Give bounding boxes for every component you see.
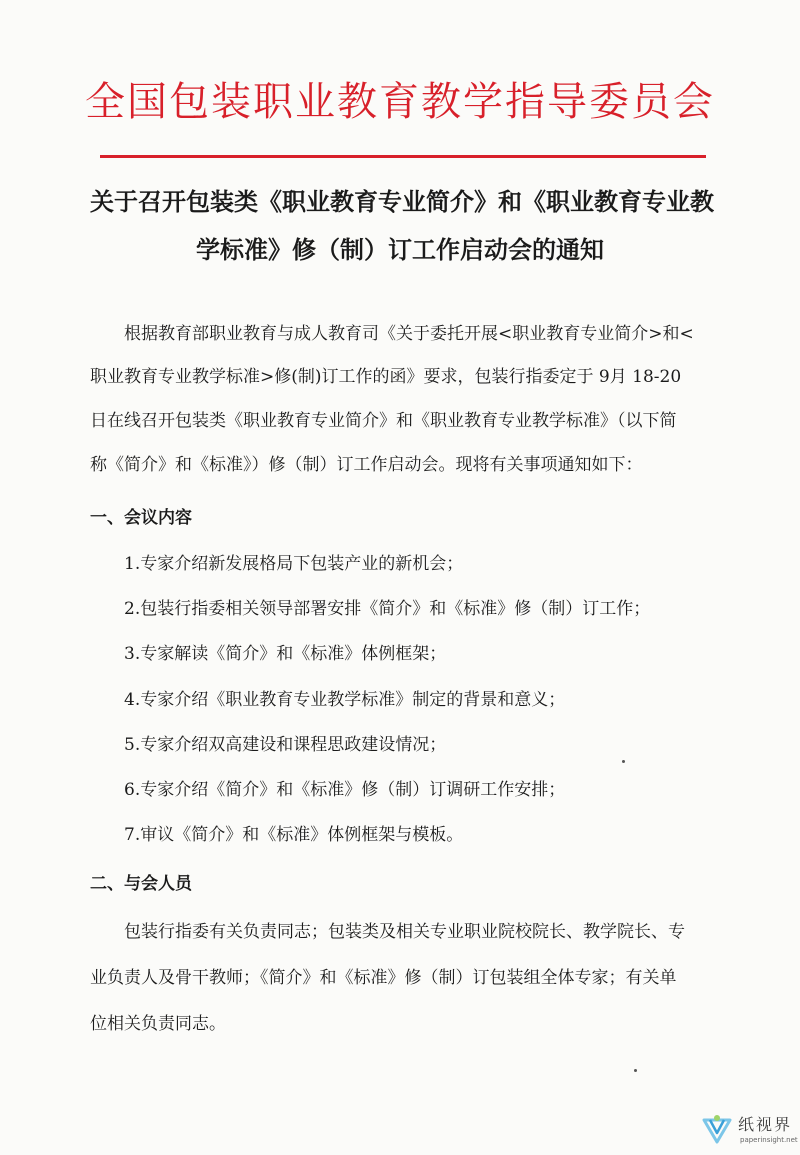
notice-title-line-2: 学标准》修（制）订工作启动会的通知 <box>196 235 604 264</box>
intro-line-1: 根据教育部职业教育与成人教育司《关于委托开展<职业教育专业简介>和< <box>124 324 694 344</box>
attendees-line-1: 包装行指委有关负责同志；包装类及相关专业职业院校院长、教学院长、专 <box>124 922 685 942</box>
intro-line-3: 日在线召开包装类《职业教育专业简介》和《职业教育专业教学标准》（以下简 <box>90 411 677 431</box>
section-heading-meeting-content: 一、会议内容 <box>90 508 192 528</box>
notice-title-line-1: 关于召开包装类《职业教育专业简介》和《职业教育专业教 <box>90 187 714 216</box>
org-header-title: 全国包装职业教育教学指导委员会 <box>85 79 715 125</box>
attendees-line-2: 业负责人及骨干教师；《简介》和《标准》修（制）订包装组全体专家；有关单 <box>90 968 677 988</box>
agenda-item-6: 6.专家介绍《简介》和《标准》修（制）订调研工作安排； <box>124 780 566 800</box>
intro-line-4: 称《简介》和《标准》）修（制）订工作启动会。现将有关事项通知如下： <box>90 455 643 475</box>
red-divider-line <box>100 155 706 158</box>
scan-speck <box>622 760 625 763</box>
attendees-line-3: 位相关负责同志。 <box>90 1014 226 1034</box>
paperinsight-logo-icon <box>700 1112 734 1146</box>
agenda-item-1: 1.专家介绍新发展格局下包装产业的新机会； <box>124 554 464 574</box>
watermark-name-cn: 纸视界 <box>738 1115 793 1134</box>
agenda-item-2: 2.包装行指委相关领导部署安排《简介》和《标准》修（制）订工作； <box>124 599 651 619</box>
section-heading-attendees: 二、与会人员 <box>90 874 192 894</box>
agenda-item-7: 7.审议《简介》和《标准》体例框架与模板。 <box>124 825 464 845</box>
agenda-item-3: 3.专家解读《简介》和《标准》体例框架； <box>124 644 447 664</box>
scan-speck <box>634 1069 637 1072</box>
agenda-item-5: 5.专家介绍双高建设和课程思政建设情况； <box>124 735 447 755</box>
watermark-name-en: paperinsight.net <box>740 1136 798 1144</box>
intro-line-2: 职业教育专业教学标准>修(制)订工作的函》要求，包装行指委定于 9月 18-20 <box>90 367 682 387</box>
watermark <box>700 1110 796 1152</box>
agenda-item-4: 4.专家介绍《职业教育专业教学标准》制定的背景和意义； <box>124 690 566 710</box>
notice-title <box>90 178 714 274</box>
